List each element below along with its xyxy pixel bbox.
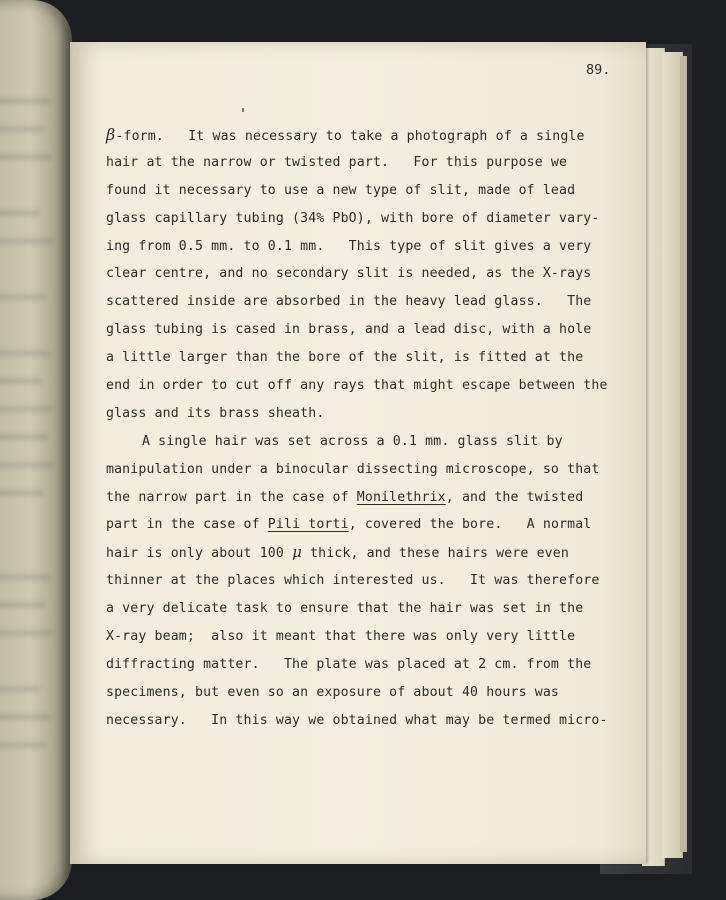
text-span: hair is only about 100 [106,546,293,562]
text-line: scattered inside are absorbed in the heavy lead glass. The [106,294,592,310]
underlined-term-monilethrix: Monilethrix [356,489,446,505]
bleed-through-text [0,602,46,608]
text-line: clear centre, and no secondary slit is needed, as the X-rays [106,266,592,282]
text-span: the narrow part in the case of [106,489,357,505]
text-line: necessary. In this way we obtained what may be termed micro- [106,712,608,728]
bleed-through-text [0,714,50,720]
bleed-through-text [0,630,52,636]
bleed-through-text [0,434,48,440]
bleed-through-text [0,462,54,468]
pen-tick-mark [242,108,244,112]
underlined-term-pili-torti: Pili torti [267,517,349,533]
text-line: manipulation under a binocular dissecting microscope, so that [106,461,600,477]
document-page [70,42,646,864]
text-line: thinner at the places which interested us. It was therefore [106,573,600,589]
text-line [106,511,636,539]
text-span: -form. It was necessary to take a photograph of a single [115,129,585,144]
text-line: specimens, but even so an exposure of about 40 hours was [106,684,560,700]
beta-symbol: β [106,125,116,144]
text-line: a very delicate task to ensure that the hair was set in the [106,601,584,617]
text-line: diffracting matter. The plate was placed at 2 cm. from the [106,656,592,672]
text-line: end in order to cut off any rays that might escape between the [106,378,608,394]
text-line: a little larger than the bore of the slit, is fitted at the [106,350,584,366]
mu-symbol: μ [292,543,302,562]
text-span: part in the case of [106,517,268,533]
bleed-through-text [0,210,40,216]
text-line [106,484,636,512]
bleed-through-text [0,378,42,384]
text-line: ing from 0.5 mm. to 0.1 mm. This type of slit gives a very [106,238,592,254]
bleed-through-text [0,98,50,104]
bleed-through-text [0,154,52,160]
bleed-through-text [0,686,40,692]
bleed-through-text [0,350,50,356]
bleed-through-text [0,742,46,748]
page-stack-edge [680,56,687,852]
text-span: thick, and these hairs were even [301,546,569,562]
text-line [106,539,636,567]
page-number: 89. [586,62,611,78]
bleed-through-text [0,238,54,244]
text-line: glass and its brass sheath. [106,405,325,421]
text-line: A single hair was set across a 0.1 mm. glass slit by [142,433,563,449]
bleed-through-text [0,574,50,580]
text-line [106,121,636,149]
text-line: found it necessary to use a new type of slit, made of lead [106,182,576,198]
body-text [106,121,636,735]
text-line: hair at the narrow or twisted part. For this purpose we [106,154,568,170]
bleed-through-text [0,406,52,412]
bleed-through-text [0,126,44,132]
text-line: X-ray beam; also it meant that there was only very little [106,629,576,645]
bleed-through-text [0,294,46,300]
bleed-through-text [0,490,44,496]
text-line: glass tubing is cased in brass, and a lead disc, with a hole [106,322,592,338]
text-span: , and the twisted [445,489,584,505]
text-span: , covered the bore. A normal [348,517,592,533]
text-line: glass capillary tubing (34% PbO), with bore of diameter vary- [106,210,600,226]
facing-page-left [0,0,72,900]
